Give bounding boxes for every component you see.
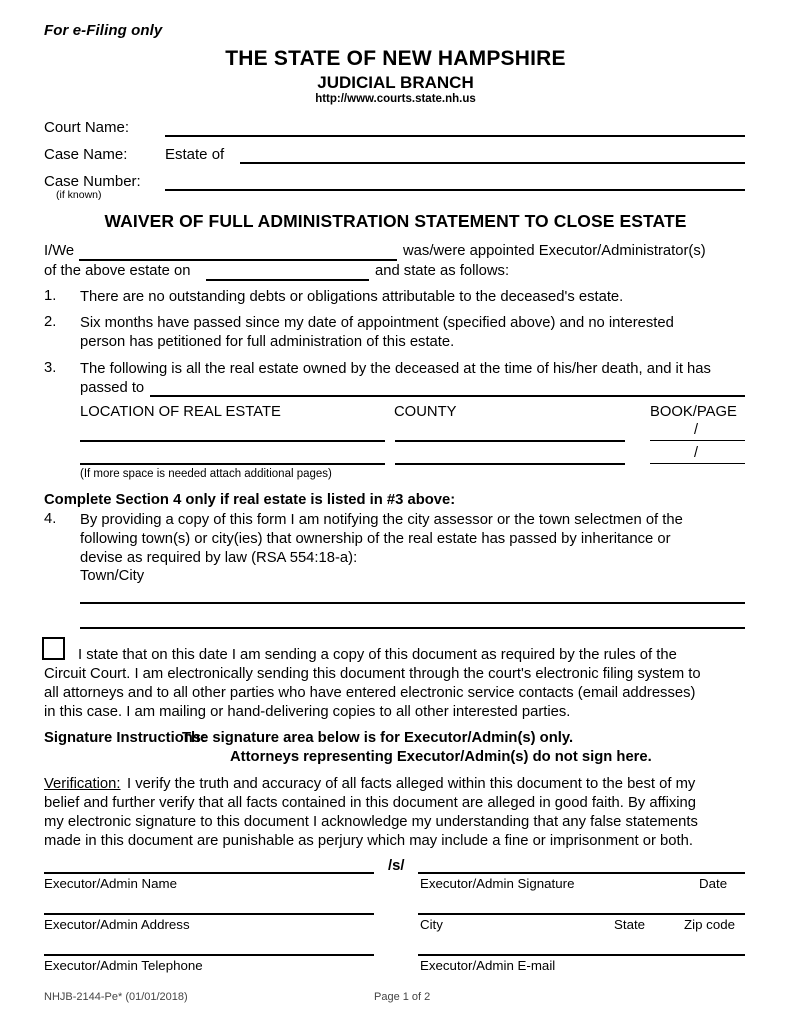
form-title: WAIVER OF FULL ADMINISTRATION STATEMENT TO CLOSE ESTATE: [104, 211, 687, 231]
executor-telephone-input[interactable]: [44, 954, 374, 956]
item-2-line-1: Six months have passed since my date of appointment (specified above) and no interested: [80, 315, 674, 331]
column-header-location: LOCATION OF REAL ESTATE: [80, 404, 281, 420]
verification-line-4: made in this document are punishable as perjury which may include a fine or imprisonment or both.: [44, 833, 693, 849]
date-label: Date: [699, 876, 728, 891]
efiling-note: For e-Filing only: [44, 22, 163, 39]
column-header-bookpage: BOOK/PAGE: [650, 404, 737, 420]
signature-marker: /s/: [388, 858, 405, 874]
executor-address-label: Executor/Admin Address: [44, 917, 190, 932]
estate-of-prefix: Estate of: [165, 146, 225, 163]
iwe-name-input[interactable]: [79, 259, 397, 261]
service-statement-line-2: Circuit Court. I am electronically sending this document through the court's electronic filing system to: [44, 666, 701, 682]
signature-instructions-label: Signature Instructions:: [44, 730, 206, 746]
court-name-label: Court Name:: [44, 119, 130, 136]
executor-city-state-zip-input[interactable]: [418, 913, 745, 915]
item-3-number: 3.: [44, 360, 57, 376]
verification-label-text: Verification:: [44, 776, 121, 792]
executor-email-label: Executor/Admin E-mail: [420, 958, 556, 973]
case-number-input[interactable]: [165, 189, 745, 191]
executor-telephone-label: Executor/Admin Telephone: [44, 958, 203, 973]
case-number-label: Case Number:: [44, 173, 141, 190]
case-name-label: Case Name:: [44, 146, 128, 163]
service-statement-checkbox[interactable]: [42, 637, 65, 660]
executor-signature-label: Executor/Admin Signature: [420, 876, 575, 891]
iwe-label: I/We: [44, 243, 75, 259]
executor-name-label: Executor/Admin Name: [44, 876, 178, 891]
case-name-input[interactable]: [240, 162, 745, 164]
executor-address-input[interactable]: [44, 913, 374, 915]
table-row-1-location-input[interactable]: [80, 440, 385, 442]
item-3-line-1: The following is all the real estate owned by the deceased at the time of his/her death, and it has: [80, 361, 711, 377]
signature-instructions-line-2: Attorneys representing Executor/Admin(s) do not sign here.: [230, 749, 652, 765]
town-city-input-1[interactable]: [80, 602, 745, 604]
table-row-2-separator: /: [694, 445, 699, 461]
zip-code-label: Zip code: [684, 917, 735, 932]
item-4-line-1: By providing a copy of this form I am notifying the city assessor or the town selectmen of the: [80, 512, 683, 528]
verification-label: [44, 775, 121, 794]
item-1-number: 1.: [44, 288, 57, 304]
state-heading: THE STATE OF NEW HAMPSHIRE: [225, 47, 566, 70]
item-2-number: 2.: [44, 314, 57, 330]
branch-heading: JUDICIAL BRANCH: [317, 73, 474, 92]
executor-name-input[interactable]: [44, 872, 374, 874]
court-name-input[interactable]: [165, 135, 745, 137]
item-4-line-2: following town(s) or city(ies) that ownership of the real estate has passed by inheritance or: [80, 531, 671, 547]
service-statement-line-1: I state that on this date I am sending a copy of this document as required by the rules of the: [78, 647, 677, 663]
item-2-line-2: person has petitioned for full administration of this estate.: [80, 334, 455, 350]
item-3-passed-to-input[interactable]: [150, 395, 745, 397]
signature-instructions-line-1: The signature area below is for Executor/Admin(s) only.: [182, 730, 574, 746]
service-statement-line-4: in this case. I am mailing or hand-delivering copies to all other interested parties.: [44, 704, 571, 720]
appointed-text: was/were appointed Executor/Administrator(s): [403, 243, 706, 259]
item-3-passed-to-label: passed to: [80, 380, 145, 396]
table-row-1-county-input[interactable]: [395, 440, 625, 442]
verification-line-2: belief and further verify that all facts contained in this document are alleged in good faith. By affixing: [44, 795, 697, 811]
table-row-1-bookpage-input[interactable]: [650, 440, 745, 441]
item-1-text: There are no outstanding debts or obligations attributable to the deceased's estate.: [80, 289, 624, 305]
follows-text: and state as follows:: [375, 263, 510, 279]
page-number: Page 1 of 2: [374, 991, 431, 1003]
town-city-label: Town/City: [80, 568, 145, 584]
table-row-2-bookpage-input[interactable]: [650, 463, 745, 464]
table-note: (If more space is needed attach additional pages): [80, 468, 332, 480]
courts-website-url: http://www.courts.state.nh.us: [315, 93, 476, 105]
town-city-input-2[interactable]: [80, 627, 745, 629]
column-header-county: COUNTY: [394, 404, 457, 420]
case-number-sublabel: (if known): [56, 189, 102, 201]
service-statement-line-3: all attorneys and to all other parties who have entered electronic service contacts (email addresses): [44, 685, 696, 701]
table-row-1-separator: /: [694, 422, 699, 438]
executor-signature-input[interactable]: [418, 872, 745, 874]
table-row-2-county-input[interactable]: [395, 463, 625, 465]
executor-email-input[interactable]: [418, 954, 745, 956]
estate-on-text: of the above estate on: [44, 263, 191, 279]
form-number: NHJB-2144-Pe* (01/01/2018): [44, 991, 188, 1003]
city-label: City: [420, 917, 443, 932]
verification-line-3: my electronic signature to this document I acknowledge my understanding that any false statements: [44, 814, 698, 830]
item-4-line-3: devise as required by law (RSA 554:18-a):: [80, 550, 358, 566]
verification-line-1: I verify the truth and accuracy of all facts alleged within this document to the best of my: [127, 776, 696, 792]
state-label: State: [614, 917, 646, 932]
appointment-date-input[interactable]: [206, 279, 369, 281]
table-row-2-location-input[interactable]: [80, 463, 385, 465]
item-4-number: 4.: [44, 511, 57, 527]
section-4-heading: Complete Section 4 only if real estate is listed in #3 above:: [44, 492, 456, 508]
